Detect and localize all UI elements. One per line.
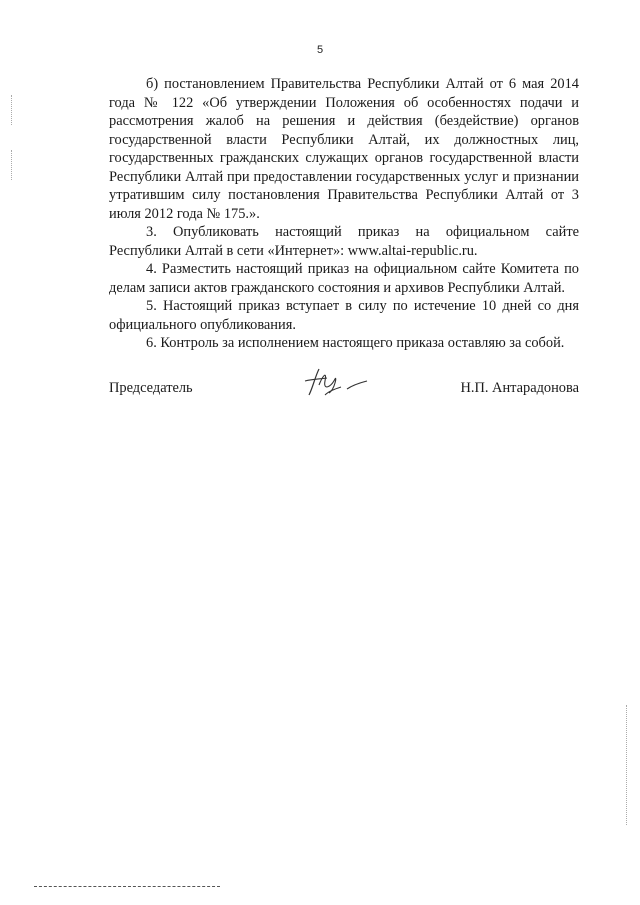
paragraph-item-b: б) постановлением Правительства Республики Алтай от 6 мая 2014 года № 122 «Об утверждении Положения об особенностях подачи и рассмотрения жалоб на решения и действия (бездействие) органов государственной власти Республики Алтай, их должностных лиц, государственных гражданских служащих органов государственной власти Республики Алтай при предоставлении государственных услуг и признании утратившим силу постановления Правительства Республики Алтай от 3 июля 2012 года № 175.». <box>109 76 579 222</box>
document-body <box>109 75 579 353</box>
signature-block <box>109 375 579 405</box>
scan-margin-mark <box>11 95 14 125</box>
paragraph-item-6: 6. Контроль за исполнением настоящего приказа оставляю за собой. <box>146 335 565 351</box>
signatory-name: Н.П. Антарадонова <box>460 380 579 396</box>
paragraph-item-5: 5. Настоящий приказ вступает в силу по истечение 10 дней со дня официального опубликования. <box>109 298 579 333</box>
paragraph-item-4: 4. Разместить настоящий приказ на официальном сайте Комитета по делам записи актов гражданского состояния и архивов Республики Алтай. <box>109 261 579 296</box>
paragraph-item-3: 3. Опубликовать настоящий приказ на официальном сайте Республики Алтай в сети «Интернет»: www.altai-republic.ru. <box>109 224 579 259</box>
signatory-title: Председатель <box>109 380 193 396</box>
scan-margin-mark <box>626 705 629 825</box>
scan-margin-mark <box>11 150 14 180</box>
page-number: 5 <box>316 44 324 56</box>
footer-rule <box>34 886 220 887</box>
handwritten-signature <box>295 365 375 405</box>
